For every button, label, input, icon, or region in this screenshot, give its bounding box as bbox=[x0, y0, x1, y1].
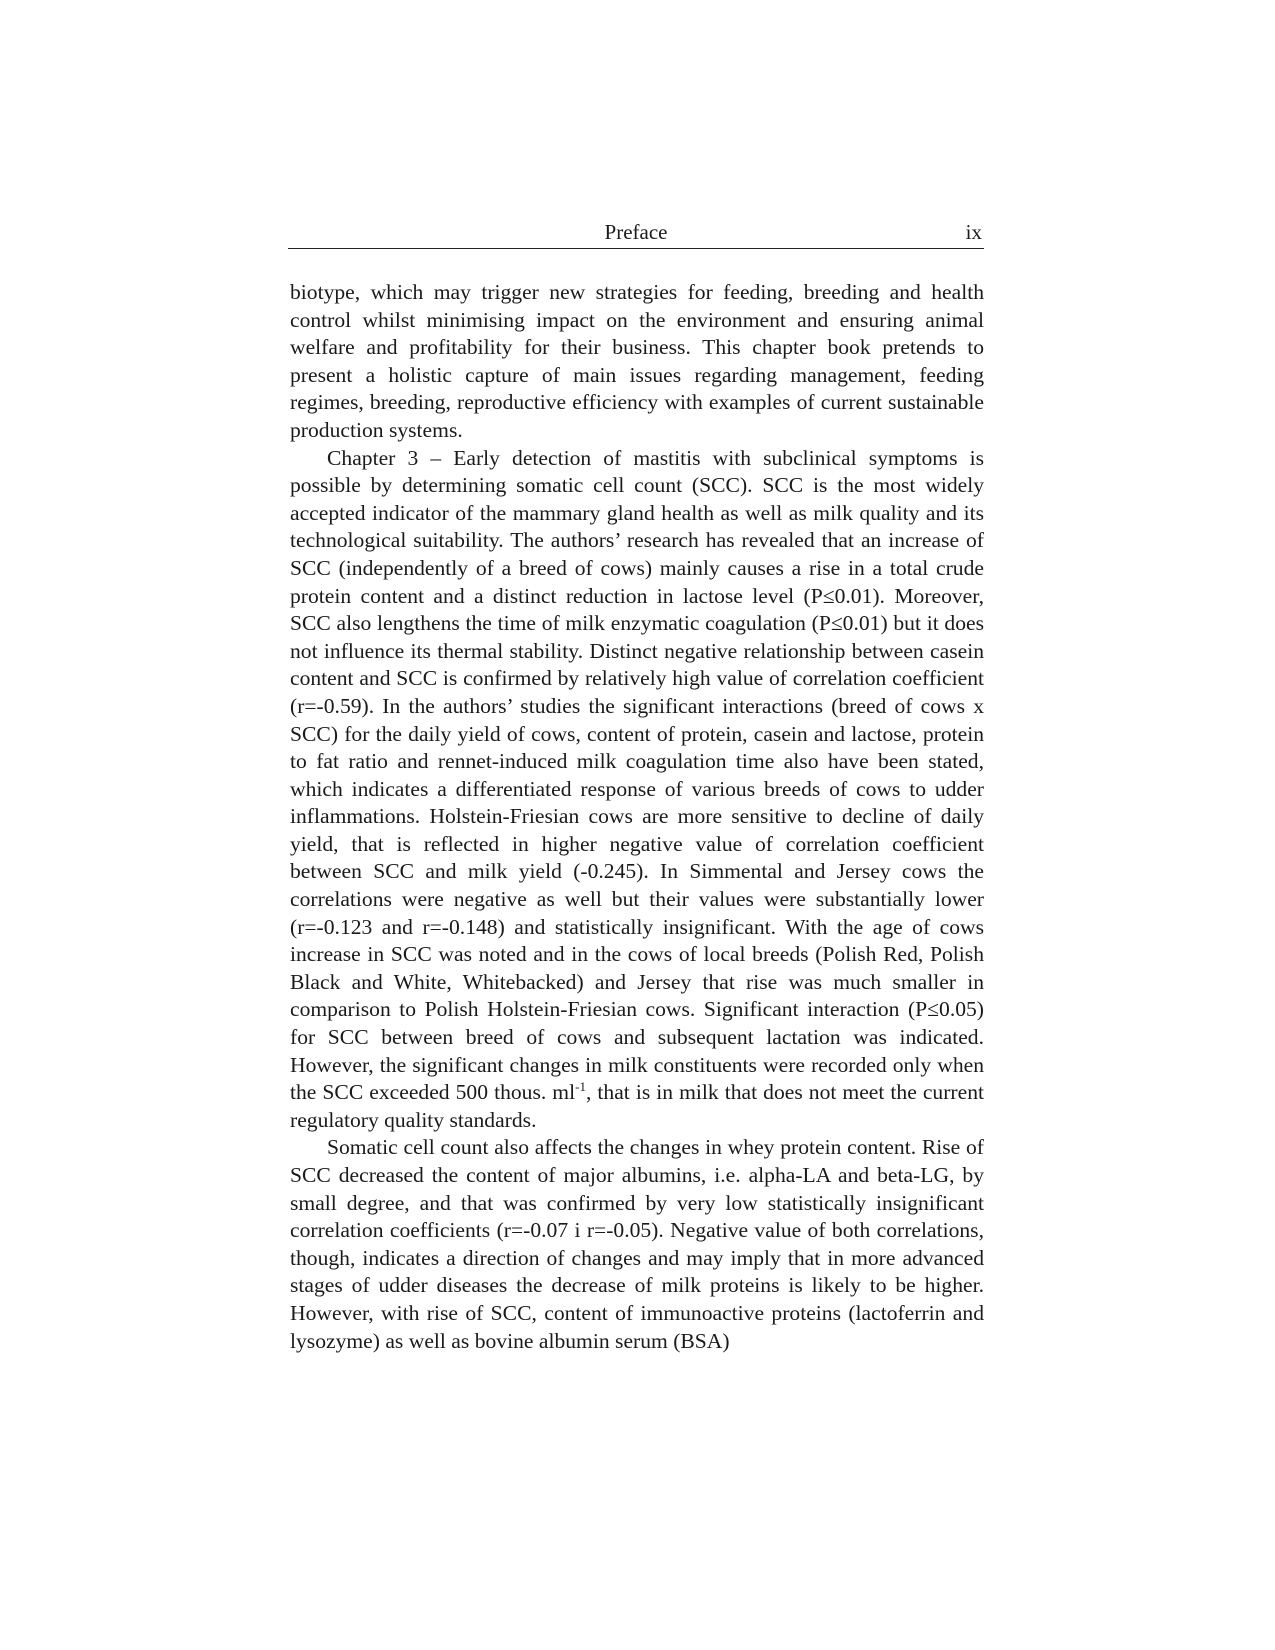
body-text bbox=[290, 279, 984, 1355]
paragraph-1: biotype, which may trigger new strategies for feeding, breeding and health control whilst minimising impact on the environment and ensuring animal welfare and profitability for their business. This chapter book pretends to present a holistic capture of main issues regarding management, feeding regimes, breeding, reproductive efficiency with examples of current sustainable production systems. bbox=[290, 280, 984, 442]
paragraph-3: Somatic cell count also affects the changes in whey protein content. Rise of SCC decreased the content of major albumins, i.e. alpha-LA and beta-LG, by small degree, and that was confirmed by very low statistically insignificant correlation coefficients (r=-0.07 i r=-0.05). Negative value of both correlations, though, indicates a direction of changes and may imply that in more advanced stages of udder diseases the decrease of milk proteins is likely to be higher. However, with rise of SCC, content of immunoactive proteins (lactoferrin and lysozyme) as well as bovine albumin serum (BSA) bbox=[290, 1135, 984, 1353]
paragraph-2-tail: , that is in milk that does not meet the current regulatory quality standards. bbox=[290, 1080, 984, 1132]
paragraph-2-text: Chapter 3 – Early detection of mastitis with subclinical symptoms is possible by determining somatic cell count (SCC). SCC is the most widely accepted indicator of the mammary gland health as well as milk quality and its technological suitability. The authors’ research has revealed that an increase of SCC (independently of a breed of cows) mainly causes a rise in a total crude protein content and a distinct reduction in lactose level (P≤0.01). Moreover, SCC also lengthens the time of milk enzymatic coagulation (P≤0.01) but it does not influence its thermal stability. Distinct negative relationship between casein content and SCC is confirmed by relatively high value of correlation coefficient (r=-0.59). In the authors’ studies the significant interactions (breed of cows x SCC) for the daily yield of cows, content of protein, casein and lactose, protein to fat ratio and rennet-induced milk coagulation time also have been stated, which indicates a differentiated response of various breeds of cows to udder inflammations. Holstein-Friesian cows are more sensitive to decline of daily yield, that is reflected in higher negative value of correlation coefficient between SCC and milk yield (-0.245). In Simmental and Jersey cows the correlations were negative as well but their values were substantially lower (r=-0.123 and r=-0.148) and statistically insignificant. With the age of cows increase in SCC was noted and in the cows of local breeds (Polish Red, Polish Black and White, Whitebacked) and Jersey that rise was much smaller in comparison to Polish Holstein-Friesian cows. Significant interaction (P≤0.05) for SCC between breed of cows and subsequent lactation was indicated. However, the significant changes in milk constituents were recorded only when the SCC exceeded 500 thous. ml bbox=[290, 445, 984, 1105]
page-number: ix bbox=[965, 220, 982, 244]
superscript-exponent: -1 bbox=[575, 1079, 586, 1095]
paragraph-2 bbox=[290, 445, 984, 1135]
running-head bbox=[288, 218, 984, 249]
running-title: Preface bbox=[604, 220, 668, 244]
